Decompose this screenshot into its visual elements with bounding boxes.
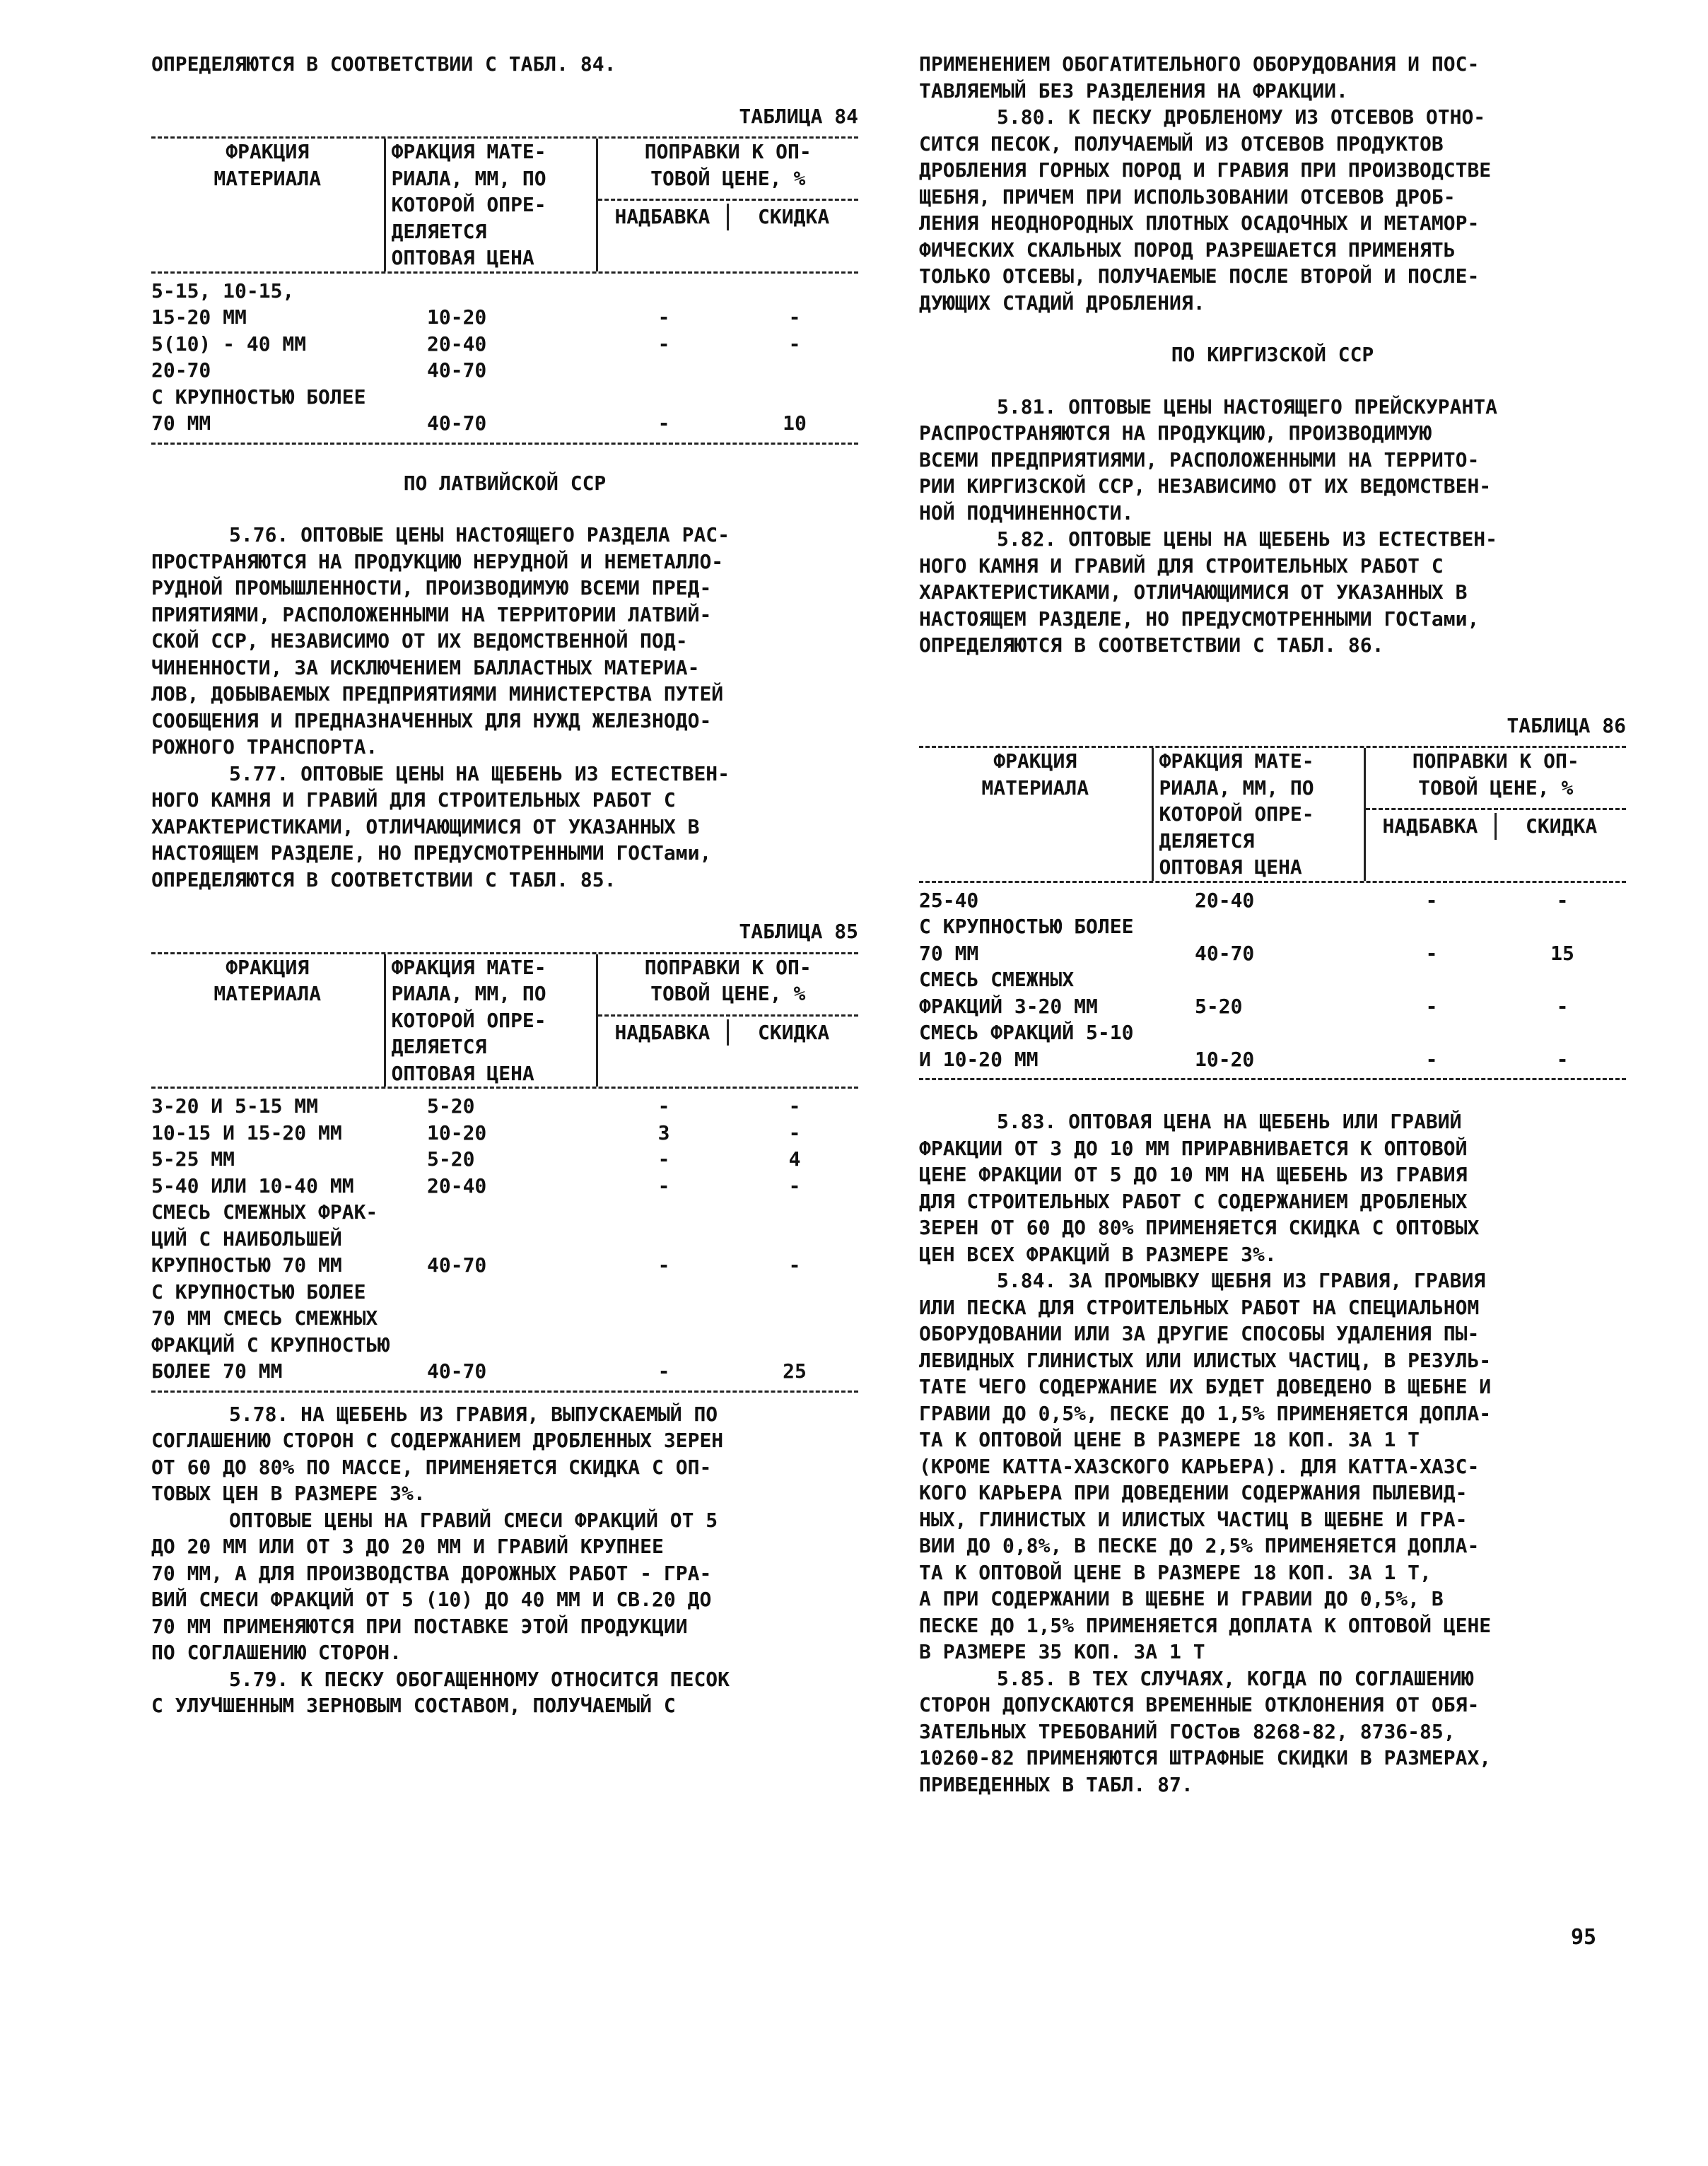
table86-cell-base: 20-40	[1195, 888, 1255, 912]
para-581-number: 5.81.	[997, 394, 1057, 418]
table-row	[151, 1252, 858, 1279]
para-583	[919, 1108, 1626, 1268]
table86-cell-fraction: 70 ММ	[919, 941, 979, 965]
para-576-number: 5.76.	[229, 523, 289, 546]
table86-cell-fraction: 25-40	[919, 888, 979, 912]
table-row	[151, 331, 858, 358]
table85-mid-rule	[151, 1087, 858, 1089]
table85-cell-base: 10-20	[427, 1120, 487, 1145]
table84-cell-base: 10-20	[427, 305, 487, 329]
table86-cell-add	[1364, 913, 1499, 940]
table85-cell-base: 40-70	[427, 1359, 487, 1383]
para-578	[151, 1401, 858, 1507]
table85-cell-base	[427, 1199, 597, 1226]
table85-cell-base	[427, 1279, 597, 1306]
para-578b: ОПТОВЫЕ ЦЕНЫ НА ГРАВИЙ СМЕСИ ФРАКЦИЙ ОТ 5 ДО 20 ММ ИЛИ ОТ 3 ДО 20 ММ И ГРАВИЙ КРУПНЕЕ 70 ММ, А ДЛЯ ПРОИЗВОДСТВА ДОРОЖНЫХ РАБОТ - ГРА- ВИЙ СМЕСИ ФРАКЦИЙ ОТ 5 (10) ДО 40 ММ И СВ.20 ДО 70 ММ ПРИМЕНЯЮТСЯ ПРИ ПОСТАВКЕ ЭТОЙ ПРОДУКЦИИ ПО СОГЛАШЕНИЮ СТОРОН.	[151, 1508, 718, 1664]
table85-cell-base	[427, 1332, 597, 1359]
table85-cell-base: 20-40	[427, 1173, 487, 1198]
table86-head-sub	[1366, 813, 1627, 840]
table85-cell-fraction: ЦИЙ С НАИБОЛЬШЕЙ	[151, 1227, 342, 1251]
table-row	[919, 913, 1626, 940]
right-intro: ПРИМЕНЕНИЕМ ОБОГАТИТЕЛЬНОГО ОБОРУДОВАНИЯ И ПОС- ТАВЛЯЕМЫЙ БЕЗ РАЗДЕЛЕНИЯ НА ФРАКЦИИ.	[919, 52, 1480, 103]
table-row	[151, 1199, 858, 1226]
table85-cell-disc: 4	[788, 1147, 801, 1171]
table84-cell-disc	[731, 357, 858, 384]
table84-header	[151, 139, 858, 271]
table-row	[151, 304, 858, 331]
table86-cell-base	[1195, 913, 1364, 940]
para-577	[151, 761, 858, 894]
table85-cell-base	[427, 1305, 597, 1332]
para-577-text: ОПТОВЫЕ ЦЕНЫ НА ЩЕБЕНЬ ИЗ ЕСТЕСТВЕН- НОГО КАМНЯ И ГРАВИЙ ДЛЯ СТРОИТЕЛЬНЫХ РАБОТ С ХАРАКТЕРИСТИКАМИ, ОТЛИЧАЮЩИМИСЯ ОТ УКАЗАННЫХ В НАСТОЯЩЕМ РАЗДЕЛЕ, НО ПРЕДУСМОТРЕННЫМИ ГОСТами, ОПРЕДЕЛЯЮТСЯ В СООТВЕТСТВИИ С ТАБЛ. 85.	[151, 761, 730, 891]
table86	[919, 746, 1626, 1080]
table84-cell-fraction: 5(10) - 40 ММ	[151, 332, 307, 356]
table85-cell-fraction: 5-40 ИЛИ 10-40 ММ	[151, 1173, 354, 1198]
table85-cell-fraction: БОЛЕЕ 70 ММ	[151, 1359, 283, 1383]
table-row	[151, 1120, 858, 1147]
para-580	[919, 104, 1626, 316]
table84-head-base: ФРАКЦИЯ МАТЕ- РИАЛА, ММ, ПО КОТОРОЙ ОПРЕ- ДЕЛЯЕТСЯ ОПТОВАЯ ЦЕНА	[385, 139, 597, 271]
table85-body	[151, 1093, 858, 1385]
para-578-text: НА ЩЕБЕНЬ ИЗ ГРАВИЯ, ВЫПУСКАЕМЫЙ ПО СОГЛАШЕНИЮ СТОРОН С СОДЕРЖАНИЕМ ДРОБЛЕННЫХ ЗЕРЕН ОТ 60 ДО 80% ПО МАССЕ, ПРИМЕНЯЕТСЯ СКИДКА С ОП- ТОВЫХ ЦЕН В РАЗМЕРЕ 3%.	[151, 1402, 724, 1505]
para-582	[919, 526, 1626, 659]
para-579	[151, 1666, 858, 1719]
table-row	[919, 1019, 1626, 1046]
table84-cell-add: -	[657, 332, 670, 356]
table85-cell-fraction: С КРУПНОСТЬЮ БОЛЕЕ	[151, 1280, 366, 1304]
para-582-number: 5.82.	[997, 527, 1057, 551]
table-row	[919, 993, 1626, 1020]
para-585-text: В ТЕХ СЛУЧАЯХ, КОГДА ПО СОГЛАШЕНИЮ СТОРОН ДОПУСКАЮТСЯ ВРЕМЕННЫЕ ОТКЛОНЕНИЯ ОТ ОБЯ- ЗАТЕЛЬНЫХ ТРЕБОВАНИЙ ГОСТов 8268-82, 8736-85, 10260-82 ПРИМЕНЯЮТСЯ ШТРАФНЫЕ СКИДКИ В РАЗМЕРАХ, ПРИВЕДЕННЫХ В ТАБЛ. 87.	[919, 1666, 1492, 1796]
table84-head-adjustments	[597, 139, 858, 271]
table85-head-adjustments	[597, 954, 858, 1087]
table-row	[151, 357, 858, 384]
left-column	[151, 51, 858, 1719]
table86-cell-add: -	[1425, 1047, 1438, 1071]
table85-cell-fraction: 10-15 И 15-20 ММ	[151, 1120, 342, 1145]
table85-cell-add	[597, 1332, 731, 1359]
table84-cell-base: 20-40	[427, 332, 487, 356]
table86-cell-fraction: СМЕСЬ СМЕЖНЫХ	[919, 968, 1075, 991]
table85-cell-add: -	[657, 1253, 670, 1277]
table86-body	[919, 887, 1626, 1073]
table85-cell-fraction: ФРАКЦИЙ С КРУПНОСТЬЮ	[151, 1333, 390, 1357]
table85-cell-disc: -	[788, 1120, 801, 1145]
table85-cell-base: 40-70	[427, 1253, 487, 1277]
table84-body	[151, 278, 858, 437]
table86-cell-base: 5-20	[1195, 994, 1243, 1018]
table85-head-sub-rule	[598, 1014, 859, 1017]
table85-cell-add	[597, 1279, 731, 1306]
para-579-text: К ПЕСКУ ОБОГАЩЕННОМУ ОТНОСИТСЯ ПЕСОК С УЛУЧШЕННЫМ ЗЕРНОВЫМ СОСТАВОМ, ПОЛУЧАЕМЫЙ С	[151, 1667, 730, 1717]
table86-cell-add	[1364, 1019, 1499, 1046]
table86-header	[919, 748, 1626, 881]
table86-cell-disc	[1499, 913, 1626, 940]
table86-cell-base: 40-70	[1195, 941, 1255, 965]
table84-cell-fraction: С КРУПНОСТЬЮ БОЛЕЕ	[151, 385, 366, 409]
table84-cell-fraction: 5-15, 10-15,	[151, 279, 295, 303]
table84-cell-add	[597, 357, 731, 384]
table85-head-add: НАДБАВКА	[598, 1019, 730, 1046]
table84-head-add: НАДБАВКА	[598, 204, 730, 230]
table85-cell-base: 5-20	[427, 1094, 475, 1118]
table85-cell-disc	[731, 1279, 858, 1306]
table85-cell-fraction: 70 ММ СМЕСЬ СМЕЖНЫХ	[151, 1306, 378, 1330]
table-row	[151, 1279, 858, 1306]
table84-cell-disc: -	[788, 305, 801, 329]
table86-cell-fraction: СМЕСЬ ФРАКЦИЙ 5-10	[919, 1021, 1134, 1044]
table-row	[151, 1332, 858, 1359]
right-column	[919, 51, 1626, 1798]
table86-head-adj-title: ПОПРАВКИ К ОП- ТОВОЙ ЦЕНЕ, %	[1412, 749, 1579, 800]
table84-cell-disc: -	[788, 332, 801, 356]
table85-cell-fraction: СМЕСЬ СМЕЖНЫХ ФРАК-	[151, 1200, 378, 1224]
table85-header	[151, 954, 858, 1087]
table84-cell-base	[427, 278, 597, 305]
table85-cell-disc	[731, 1305, 858, 1332]
table86-head-base: ФРАКЦИЯ МАТЕ- РИАЛА, ММ, ПО КОТОРОЙ ОПРЕ- ДЕЛЯЕТСЯ ОПТОВАЯ ЦЕНА	[1152, 748, 1364, 881]
table84-cell-fraction: 15-20 ММ	[151, 305, 247, 329]
table-row	[151, 1173, 858, 1200]
table85-cell-fraction: КРУПНОСТЬЮ 70 ММ	[151, 1253, 342, 1277]
table85-cell-base: 5-20	[427, 1147, 475, 1171]
table84-cell-fraction: 20-70	[151, 358, 211, 382]
table85-head-fraction: ФРАКЦИЯ МАТЕРИАЛА	[214, 955, 322, 1005]
table84-cell-add	[597, 278, 731, 305]
table86-cell-add: -	[1425, 941, 1438, 965]
para-583-number: 5.83.	[997, 1110, 1057, 1133]
table86-cell-base	[1195, 1019, 1364, 1046]
table84-cell-base: 40-70	[427, 358, 487, 382]
para-584-text: ЗА ПРОМЫВКУ ЩЕБНЯ ИЗ ГРАВИЯ, ГРАВИЯ ИЛИ ПЕСКА ДЛЯ СТРОИТЕЛЬНЫХ РАБОТ НА СПЕЦИАЛЬНОМ ОБОРУДОВАНИИ ИЛИ ЗА ДРУГИЕ СПОСОБЫ УДАЛЕНИЯ ПЫ- ЛЕВИДНЫХ ГЛИНИСТЫХ ИЛИ ИЛИСТЫХ ЧАСТИЦ, В РЕЗУЛЬ- ТАТЕ ЧЕГО СОДЕРЖАНИЕ ИХ БУДЕТ ДОВЕДЕНО В ЩЕБНЕ И ГРАВИИ ДО 0,5%, ПЕСКЕ ДО 1,5% ПРИМЕНЯЕТСЯ ДОПЛА- ТА К ОПТОВОЙ ЦЕНЕ В РАЗМЕРЕ 18 КОП. ЗА 1 Т (КРОМЕ КАТТА-ХАЗСКОГО КАРЬЕРА). ДЛЯ КАТТА-ХАЗС- КОГО КАРЬЕРА ПРИ ДОВЕДЕНИИ СОДЕРЖАНИЯ ПЫЛЕВИД- НЫХ, ГЛИНИСТЫХ И ИЛИСТЫХ ЧАСТИЦ В ЩЕБНЕ И ГРА- ВИИ ДО 0,8%, В ПЕСКЕ ДО 2,5% ПРИМЕНЯЕТСЯ ДОПЛА- ТА К ОПТОВОЙ ЦЕНЕ В РАЗМЕРЕ 18 КОП. ЗА 1 Т, А ПРИ СОДЕРЖАНИИ В ЩЕБНЕ И ГРАВИИ ДО 0,5%, В ПЕСКЕ ДО 1,5% ПРИМЕНЯЕТСЯ ДОПЛАТА К ОПТОВОЙ ЦЕНЕ В РАЗМЕРЕ 35 КОП. ЗА 1 Т	[919, 1269, 1492, 1663]
table85-head-sub	[598, 1019, 859, 1046]
para-576	[151, 522, 858, 761]
para-579-number: 5.79.	[229, 1667, 289, 1691]
table85-cell-disc: -	[788, 1173, 801, 1198]
table86-cell-disc	[1499, 966, 1626, 993]
table-row	[151, 1305, 858, 1332]
table86-head-disc: СКИДКА	[1526, 814, 1598, 838]
table-row	[919, 1046, 1626, 1073]
para-585	[919, 1666, 1626, 1798]
table84-cell-base: 40-70	[427, 411, 487, 435]
table86-head-adjustments	[1364, 748, 1626, 881]
table84-cell-base	[427, 384, 597, 411]
table86-cell-fraction: И 10-20 ММ	[919, 1047, 1039, 1071]
table84-head-fraction: ФРАКЦИЯ МАТЕРИАЛА	[214, 140, 322, 190]
table86-head-fraction: ФРАКЦИЯ МАТЕРИАЛА	[981, 749, 1089, 800]
table84-head-disc: СКИДКА	[758, 205, 830, 228]
page-number: 95	[1571, 1925, 1597, 1950]
table85-cell-add	[597, 1199, 731, 1226]
table86-cell-add: -	[1425, 888, 1438, 912]
table-row	[151, 1358, 858, 1385]
table85-head-adj-title: ПОПРАВКИ К ОП- ТОВОЙ ЦЕНЕ, %	[644, 955, 812, 1005]
table86-mid-rule	[919, 881, 1626, 883]
table86-cell-disc: -	[1556, 888, 1569, 912]
table84-cell-disc: 10	[783, 411, 807, 435]
table85-cell-add: -	[657, 1359, 670, 1383]
para-585-number: 5.85.	[997, 1666, 1057, 1690]
table84-head-sub	[598, 204, 859, 230]
table84-head-sub-rule	[598, 199, 859, 201]
table85-cell-add	[597, 1226, 731, 1253]
para-581	[919, 394, 1626, 527]
para-581-text: ОПТОВЫЕ ЦЕНЫ НАСТОЯЩЕГО ПРЕЙСКУРАНТА РАСПРОСТРАНЯЮТСЯ НА ПРОДУКЦИЮ, ПРОИЗВОДИМУЮ ВСЕМИ ПРЕДПРИЯТИЯМИ, РАСПОЛОЖЕННЫМИ НА ТЕРРИТО- РИИ КИРГИЗСКОЙ ССР, НЕЗАВИСИМО ОТ ИХ ВЕДОМСТВЕН- НОЙ ПОДЧИНЕННОСТИ.	[919, 394, 1498, 525]
table84-bottom-rule	[151, 443, 858, 445]
table86-cell-disc: 15	[1550, 941, 1574, 965]
table84-head-adj-title: ПОПРАВКИ К ОП- ТОВОЙ ЦЕНЕ, %	[644, 140, 812, 190]
table85-cell-add: 3	[657, 1120, 670, 1145]
table85-cell-base	[427, 1226, 597, 1253]
table85-cell-disc	[731, 1226, 858, 1253]
para-584	[919, 1268, 1626, 1666]
para-582-text: ОПТОВЫЕ ЦЕНЫ НА ЩЕБЕНЬ ИЗ ЕСТЕСТВЕН- НОГО КАМНЯ И ГРАВИЙ ДЛЯ СТРОИТЕЛЬНЫХ РАБОТ С ХАРАКТЕРИСТИКАМИ, ОТЛИЧАЮЩИМИСЯ ОТ УКАЗАННЫХ В НАСТОЯЩЕМ РАЗДЕЛЕ, НО ПРЕДУСМОТРЕННЫМИ ГОСТами, ОПРЕДЕЛЯЮТСЯ В СООТВЕТСТВИИ С ТАБЛ. 86.	[919, 527, 1498, 657]
table86-caption: ТАБЛИЦА 86	[1507, 713, 1626, 737]
table84-cell-disc	[731, 384, 858, 411]
table-row	[151, 1226, 858, 1253]
table85-cell-disc: 25	[783, 1359, 807, 1383]
para-580-text: К ПЕСКУ ДРОБЛЕНОМУ ИЗ ОТСЕВОВ ОТНО- СИТСЯ ПЕСОК, ПОЛУЧАЕМЫЙ ИЗ ОТСЕВОВ ПРОДУКТОВ ДРОБЛЕНИЯ ГОРНЫХ ПОРОД И ГРАВИЯ ПРИ ПРОИЗВОДСТВЕ ЩЕБНЯ, ПРИЧЕМ ПРИ ИСПОЛЬЗОВАНИИ ОТСЕВОВ ДРОБ- ЛЕНИЯ НЕОДНОРОДНЫХ ПЛОТНЫХ ОСАДОЧНЫХ И МЕТАМОР- ФИЧЕСКИХ СКАЛЬНЫХ ПОРОД РАЗРЕШАЕТСЯ ПРИМЕНЯТЬ ТОЛЬКО ОТСЕВЫ, ПОЛУЧАЕМЫЕ ПОСЛЕ ВТОРОЙ И ПОСЛЕ- ДУЮЩИХ СТАДИЙ ДРОБЛЕНИЯ.	[919, 105, 1492, 315]
table-row	[919, 887, 1626, 914]
table85-cell-disc: -	[788, 1253, 801, 1277]
table85-cell-add	[597, 1305, 731, 1332]
para-577-number: 5.77.	[229, 761, 289, 785]
table86-cell-add	[1364, 966, 1499, 993]
table86-cell-fraction: С КРУПНОСТЬЮ БОЛЕЕ	[919, 915, 1134, 938]
table86-cell-disc: -	[1556, 1047, 1569, 1071]
para-578-number: 5.78.	[229, 1402, 289, 1426]
table85-head-disc: СКИДКА	[758, 1020, 830, 1044]
table86-cell-base: 10-20	[1195, 1047, 1255, 1071]
table86-cell-disc	[1499, 1019, 1626, 1046]
table85-cell-fraction: 3-20 И 5-15 ММ	[151, 1094, 319, 1118]
table-row	[151, 384, 858, 411]
table84-caption: ТАБЛИЦА 84	[739, 104, 858, 128]
table84-mid-rule	[151, 271, 858, 274]
table86-cell-base	[1195, 966, 1364, 993]
table-row	[151, 1146, 858, 1173]
heading-latvia: ПО ЛАТВИЙСКОЙ ССР	[403, 471, 607, 495]
para-580-number: 5.80.	[997, 105, 1057, 129]
table86-cell-add: -	[1425, 994, 1438, 1018]
table84-cell-fraction: 70 ММ	[151, 411, 211, 435]
table85-cell-add: -	[657, 1147, 670, 1171]
table-row	[151, 1093, 858, 1120]
table-row	[151, 410, 858, 437]
table84-cell-disc	[731, 278, 858, 305]
table85-cell-disc	[731, 1199, 858, 1226]
table84-cell-add: -	[657, 411, 670, 435]
table86-head-sub-rule	[1366, 808, 1627, 810]
table85-cell-disc	[731, 1332, 858, 1359]
table85-cell-fraction: 5-25 ММ	[151, 1147, 235, 1171]
table84	[151, 136, 858, 445]
heading-kirgiz: ПО КИРГИЗСКОЙ ССР	[1171, 343, 1374, 366]
table85-cell-add: -	[657, 1173, 670, 1198]
table85-caption: ТАБЛИЦА 85	[739, 920, 858, 943]
table86-cell-disc: -	[1556, 994, 1569, 1018]
table85	[151, 952, 858, 1393]
para-583-text: ОПТОВАЯ ЦЕНА НА ЩЕБЕНЬ ИЛИ ГРАВИЙ ФРАКЦИИ ОТ 3 ДО 10 ММ ПРИРАВНИВАЕТСЯ К ОПТОВОЙ ЦЕНЕ ФРАКЦИИ ОТ 5 ДО 10 ММ НА ЩЕБЕНЬ ИЗ ГРАВИЯ ДЛЯ СТРОИТЕЛЬНЫХ РАБОТ С СОДЕРЖАНИЕМ ДРОБЛЕНЫХ ЗЕРЕН ОТ 60 ДО 80% ПРИМЕНЯЕТСЯ СКИДКА С ОПТОВЫХ ЦЕН ВСЕХ ФРАКЦИЙ В РАЗМЕРЕ 3%.	[919, 1110, 1480, 1266]
table84-cell-add	[597, 384, 731, 411]
table86-cell-fraction: ФРАКЦИЙ 3-20 ММ	[919, 994, 1098, 1018]
table-row	[919, 940, 1626, 967]
para-584-number: 5.84.	[997, 1269, 1057, 1292]
table-row	[919, 966, 1626, 993]
table86-head-add: НАДБАВКА	[1366, 813, 1497, 840]
table85-head-base: ФРАКЦИЯ МАТЕ- РИАЛА, ММ, ПО КОТОРОЙ ОПРЕ- ДЕЛЯЕТСЯ ОПТОВАЯ ЦЕНА	[385, 954, 597, 1087]
table84-cell-add: -	[657, 305, 670, 329]
table85-cell-disc: -	[788, 1094, 801, 1118]
para-576-text: ОПТОВЫЕ ЦЕНЫ НАСТОЯЩЕГО РАЗДЕЛА РАС- ПРОСТРАНЯЮТСЯ НА ПРОДУКЦИЮ НЕРУДНОЙ И НЕМЕТАЛЛО- РУДНОЙ ПРОМЫШЛЕННОСТИ, ПРОИЗВОДИМУЮ ВСЕМИ ПРЕД- ПРИЯТИЯМИ, РАСПОЛОЖЕННЫМИ НА ТЕРРИТОРИИ ЛАТВИЙ- СКОЙ ССР, НЕЗАВИСИМО ОТ ИХ ВЕДОМСТВЕННОЙ ПОД- ЧИНЕННОСТИ, ЗА ИСКЛЮЧЕНИЕМ БАЛЛАСТНЫХ МАТЕРИА- ЛОВ, ДОБЫВАЕМЫХ ПРЕДПРИЯТИЯМИ МИНИСТЕРСТВА ПУТЕЙ СООБЩЕНИЯ И ПРЕДНАЗНАЧЕННЫХ ДЛЯ НУЖД ЖЕЛЕЗНОДО- РОЖНОГО ТРАНСПОРТА.	[151, 523, 730, 759]
table85-cell-add: -	[657, 1094, 670, 1118]
left-intro: ОПРЕДЕЛЯЮТСЯ В СООТВЕТСТВИИ С ТАБЛ. 84.	[151, 52, 616, 76]
table-row	[151, 278, 858, 305]
